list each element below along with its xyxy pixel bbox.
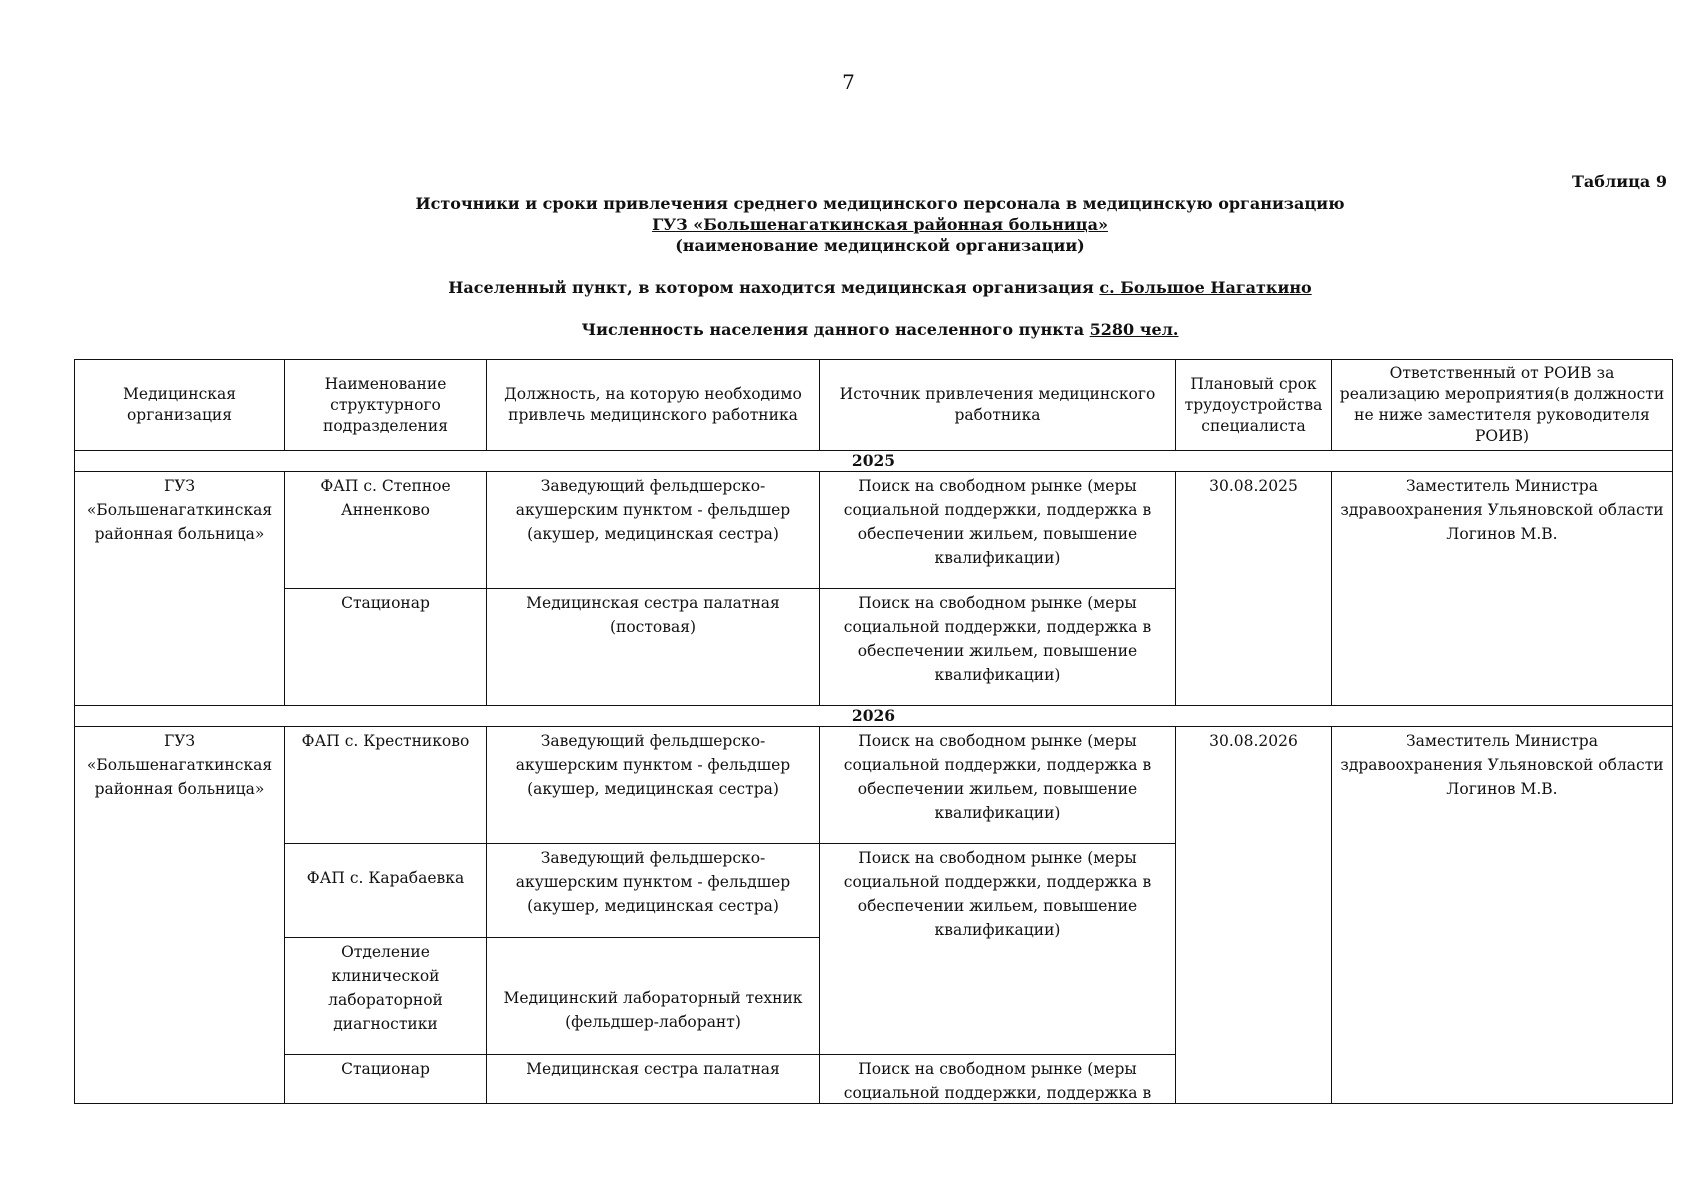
population-value: 5280 чел. (1089, 320, 1179, 339)
table-header-row (75, 360, 1673, 451)
source-cell: Поиск на свободном рынке (меры социальной поддержки, поддержка в обеспечении жильем, повышение квалификации) (820, 472, 1176, 589)
planned-date-cell: 30.08.2026 (1176, 727, 1332, 1104)
population-line (0, 319, 1697, 340)
document-title: Источники и сроки привлечения среднего медицинского персонала в медицинскую организацию (415, 194, 1345, 213)
responsible-cell: Заместитель Министра здравоохранения Ульяновской области Логинов М.В. (1332, 727, 1673, 1104)
locality-value: с. Большое Нагаткино (1099, 278, 1312, 297)
staffing-table (74, 359, 1673, 1104)
organization-name: ГУЗ «Большенагаткинская районная больница» (652, 215, 1108, 234)
header-position: Должность, на которую необходимо привлечь медицинского работника (487, 360, 820, 451)
year-row-2025 (75, 451, 1673, 472)
planned-date-cell: 30.08.2025 (1176, 472, 1332, 706)
header-unit: Наименование структурного подразделения (285, 360, 487, 451)
population-label: Численность населения данного населенного пункта (581, 320, 1085, 339)
organization-cell: ГУЗ «Большенагаткинская районная больница» (75, 472, 285, 706)
organization-cell: ГУЗ «Большенагаткинская районная больница» (75, 727, 285, 1104)
header-planned-date: Плановый срок трудоустройства специалиста (1176, 360, 1332, 451)
locality-line (0, 277, 1697, 298)
page-number: 7 (842, 70, 855, 94)
source-cell: Поиск на свободном рынке (меры социальной поддержки, поддержка в обеспечении жильем, повышение квалификации) (820, 727, 1176, 844)
header-organization: Медицинская организация (75, 360, 285, 451)
organization-caption: (наименование медицинской организации) (675, 236, 1085, 255)
position-cell: Заведующий фельдшерско-акушерским пунктом - фельдшер (акушер, медицинская сестра) (487, 727, 820, 844)
source-cell (820, 1055, 1176, 1104)
header-responsible: Ответственный от РОИВ за реализацию мероприятия(в должности не ниже заместителя руководителя РОИВ) (1332, 360, 1673, 451)
locality-label: Населенный пункт, в котором находится медицинская организация (448, 278, 1094, 297)
position-cell: Заведующий фельдшерско-акушерским пунктом - фельдшер (акушер, медицинская сестра) (487, 472, 820, 589)
year-label: 2026 (75, 706, 1673, 727)
table-row (75, 472, 1673, 589)
position-cell: Медицинский лабораторный техник (фельдшер-лаборант) (487, 938, 820, 1055)
year-row-2026 (75, 706, 1673, 727)
table-row (75, 727, 1673, 844)
position-cell: Медицинская сестра палатная (постовая) (487, 589, 820, 706)
position-cell: Медицинская сестра палатная (487, 1055, 820, 1104)
unit-cell: ФАП с. Карабаевка (285, 844, 487, 938)
unit-cell: Стационар (285, 1055, 487, 1104)
position-cell: Заведующий фельдшерско-акушерским пунктом - фельдшер (акушер, медицинская сестра) (487, 844, 820, 938)
table-label: Таблица 9 (1572, 172, 1667, 191)
source-cell: Поиск на свободном рынке (меры социальной поддержки, поддержка в обеспечении жильем, повышение квалификации) (820, 844, 1176, 1055)
unit-cell: ФАП с. Крестниково (285, 727, 487, 844)
unit-cell: Стационар (285, 589, 487, 706)
responsible-cell: Заместитель Министра здравоохранения Ульяновской области Логинов М.В. (1332, 472, 1673, 706)
unit-cell: ФАП с. Степное Анненково (285, 472, 487, 589)
source-text: Поиск на свободном рынке (меры социальной поддержки, поддержка в (843, 1060, 1152, 1101)
source-cell: Поиск на свободном рынке (меры социальной поддержки, поддержка в обеспечении жильем, повышение квалификации) (820, 589, 1176, 706)
year-label: 2025 (75, 451, 1673, 472)
unit-cell: Отделение клинической лабораторной диагностики (285, 938, 487, 1055)
header-source: Источник привлечения медицинского работника (820, 360, 1176, 451)
